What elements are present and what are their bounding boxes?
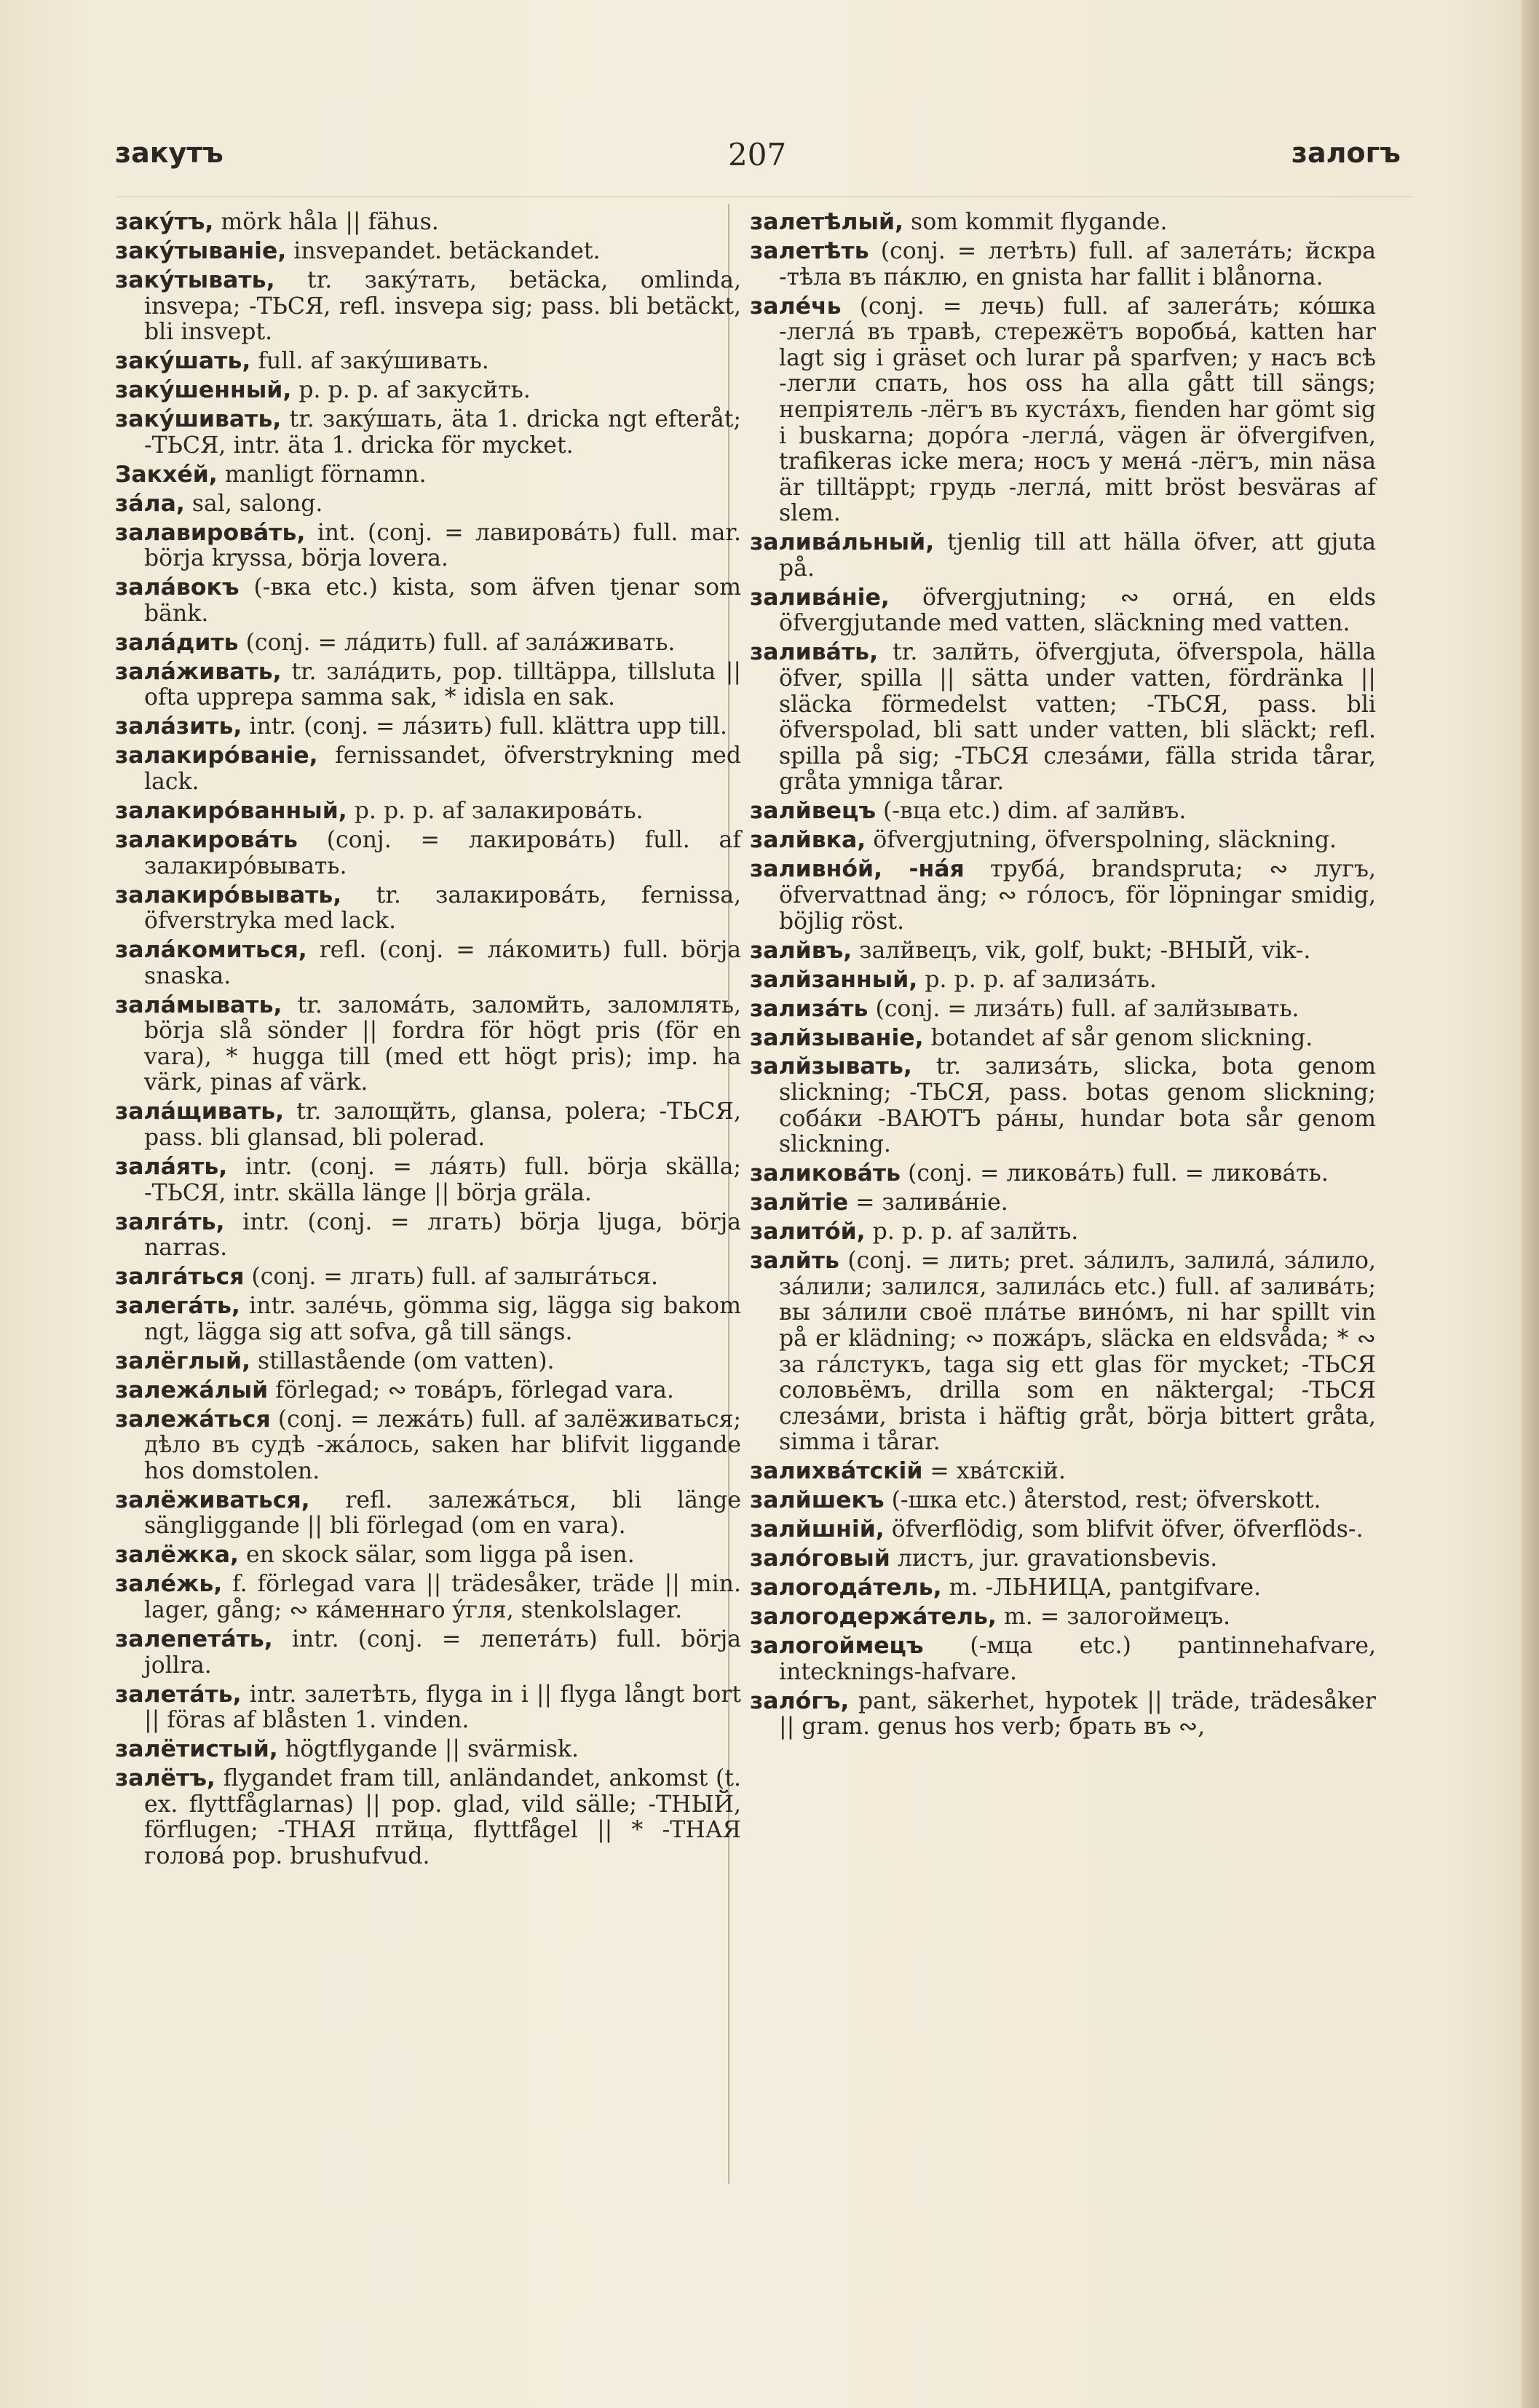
dictionary-entry (750, 239, 1376, 290)
dictionary-entry (115, 1378, 741, 1404)
entry-headword: залéчь (750, 293, 842, 320)
dictionary-entry (750, 997, 1376, 1023)
entry-headword: залетáть, (115, 1681, 242, 1708)
entry-headword: залёжка, (115, 1542, 239, 1569)
dictionary-entry (115, 1294, 741, 1345)
entry-definition: intr. залетѣть, flyga in i || flyga långt bort || föras af blåsten 1. vinden. (144, 1681, 741, 1734)
dictionary-entry (115, 378, 741, 404)
entry-definition: p. p. p. af закусйть. (291, 377, 531, 404)
entry-headword: залетѣлый, (750, 209, 904, 235)
entry-definition: tr. закýтать, betäcka, omlinda, insvepa; -ТЬСЯ, refl. insvepa sig; pass. bli betäckt, bli insvept. (144, 266, 741, 346)
dictionary-entry (750, 1517, 1376, 1543)
dictionary-entry (115, 1099, 741, 1151)
entry-headword: залётъ, (115, 1765, 215, 1792)
dictionary-entry (115, 1155, 741, 1206)
dictionary-entry (115, 660, 741, 711)
dictionary-entry (115, 630, 741, 657)
dictionary-entry (750, 1546, 1376, 1572)
entry-headword: закýтываніе, (115, 237, 287, 264)
entry-headword: залётистый, (115, 1736, 278, 1763)
entry-definition: трубá, brandspruta; ∾ лугъ, öfvervattnad äng; ∾ гóлосъ, för löpningar smidig, böjlig röst. (779, 856, 1376, 935)
left-column (115, 210, 741, 1873)
entry-definition: = хвáтскій. (922, 1458, 1066, 1485)
dictionary-entry (115, 210, 741, 236)
dictionary-entry (750, 1488, 1376, 1514)
entry-definition: (-вца etc.) dim. af залйвъ. (876, 798, 1187, 825)
entry-headword: залйшній, (750, 1516, 885, 1543)
entry-definition: som kommit flygande. (903, 209, 1168, 235)
entry-headword: залáзить, (115, 713, 242, 740)
dictionary-entry (750, 210, 1376, 236)
entry-definition: intr. залéчь, gömma sig, lägga sig bakom ngt, lägga sig att sofva, gå till sängs. (144, 1293, 741, 1345)
entry-definition: tr. залощйть, glansa, polera; -ТЬСЯ, pass. bli glansad, bli polerad. (144, 1098, 741, 1152)
entry-headword: залйзываніе, (750, 1024, 924, 1051)
entry-headword: залéжь, (115, 1571, 223, 1598)
entry-definition: botandet af sår genom slickning. (923, 1024, 1313, 1051)
dictionary-entry (750, 938, 1376, 965)
entry-definition: p. p. p. af зализáть. (917, 966, 1157, 993)
dictionary-entry (750, 530, 1376, 582)
dictionary-entry (115, 1627, 741, 1679)
dictionary-entry (115, 1542, 741, 1569)
entry-definition: en skock sälar, som ligga på isen. (238, 1542, 635, 1569)
entry-definition: högtflygande || svärmisk. (277, 1736, 579, 1763)
entry-headword: залежáться (115, 1406, 271, 1433)
entry-definition: tr. зализáть, slicka, bota genom slickning; -ТЬСЯ, pass. botas genom slickning; собáки -ВАЮТЪ рáны, hundar bota sår genom slickning. (779, 1053, 1376, 1158)
entry-headword: закýшенный, (115, 377, 292, 404)
entry-headword: залогодáтель, (750, 1575, 942, 1601)
entry-headword: залакирóванный, (115, 797, 347, 824)
entry-definition: (conj. = лежáть) full. af залёживаться; дѣло въ судѣ -жáлось, saken har blifvit liggande hos domstolen. (144, 1406, 741, 1484)
entry-headword: залогоймецъ (750, 1633, 924, 1660)
entry-headword: заливáніе, (750, 584, 890, 611)
entry-definition: (conj. = лгать) full. af залыгáться. (244, 1264, 658, 1291)
entry-headword: Закхéй, (115, 461, 218, 488)
dictionary-entry (115, 268, 741, 346)
entry-definition: insvepandet. betäckandet. (286, 237, 601, 264)
entry-definition: (conj. = летѣть) full. af залетáть; йскра -тѣла въ пáклю, en gnista har fallit i blånorna. (779, 237, 1376, 290)
entry-definition: int. (conj. = лавировáть) full. mar. börja kryssa, börja lovera. (144, 519, 741, 572)
entry-headword: залёживаться, (115, 1486, 310, 1513)
entry-definition: intr. (conj. = лгать) börja ljuga, börja narras. (144, 1208, 741, 1262)
entry-definition: p. p. p. af залакировáть. (347, 797, 644, 824)
entry-headword: залегáть, (115, 1293, 240, 1320)
entry-headword: залакирóвывать, (115, 882, 342, 908)
dictionary-entry (750, 1161, 1376, 1187)
entry-headword: зáла, (115, 490, 185, 517)
entry-definition: mörk håla || fähus. (213, 209, 439, 235)
dictionary-entry (115, 828, 741, 879)
entry-headword: заливнóй, -нáя (750, 856, 965, 883)
entry-headword: залáвокъ (115, 574, 240, 601)
right-column (750, 210, 1376, 1743)
entry-headword: залёглый, (115, 1347, 251, 1374)
entry-headword: залóговый (750, 1545, 890, 1572)
dictionary-entry (750, 1026, 1376, 1052)
entry-definition: (conj. = лечь) full. af залегáть; кóшка -леглá въ травѣ, стережётъ воробьá, katten har lagt sig i gräset och lurar på sparfven; у насъ всѣ -легли спать, hos oss ha alla gått till sängs; непріятель -лёгъ въ кустáхъ, fienden har gömt sig i buskarna; дорóга -леглá, vägen är öfvergifven, trafikeras icke mera; носъ у менá -лёгъ, min näsa är tilltäppt; грудь -леглá, mitt bröst besväras af slem. (779, 293, 1376, 527)
dictionary-entry (115, 1210, 741, 1262)
dictionary-entry (115, 1407, 741, 1485)
header-left-guide-word: закутъ (115, 137, 223, 169)
entry-headword: залакирóваніе, (115, 742, 318, 769)
entry-definition: intr. (conj. = лепетáть) full. börja jollra. (144, 1626, 741, 1679)
entry-definition: листъ, jur. gravationsbevis. (890, 1545, 1218, 1572)
dictionary-entry (115, 575, 741, 627)
dictionary-entry (115, 462, 741, 488)
entry-definition: p. p. p. af залйть. (865, 1219, 1079, 1245)
entry-definition: pant, säkerhet, hypotek || träde, trädesåker || gram. genus hos verb; брать въ ∾, (779, 1687, 1376, 1740)
entry-definition: intr. (conj. = лáять) full. börja skälla; -ТЬСЯ, intr. skälla länge || börja gräla. (144, 1154, 741, 1206)
entry-definition: fernissandet, öfverstrykning med lack. (144, 742, 741, 795)
entry-definition: m. -ЛЬНИЦА, pantgifvare. (941, 1575, 1262, 1601)
entry-definition: intr. (conj. = лáзить) full. klättra upp till. (242, 713, 728, 740)
entry-headword: закýтъ, (115, 209, 214, 235)
entry-headword: закýтывать, (115, 266, 275, 293)
entry-definition: flygandet fram till, anländandet, ankomst (t. ex. flyttfåglarnas) || pop. glad, vild sälle; -ТНЫЙ, förflugen; -ТНАЯ птйца, flyttfågel || * -ТНАЯ головá pop. brushufvud. (144, 1765, 741, 1869)
entry-headword: залйзывать, (750, 1053, 912, 1080)
entry-definition: öfvergjutning; ∾ огнá, en elds öfvergjutande med vatten, släckning med vatten. (779, 584, 1376, 637)
entry-headword: залежáлый (115, 1377, 269, 1403)
entry-headword: заликовáть (750, 1160, 901, 1187)
dictionary-entry (115, 1488, 741, 1540)
entry-headword: залепетáть, (115, 1626, 273, 1652)
dictionary-entry (750, 294, 1376, 527)
dictionary-entry (750, 857, 1376, 935)
dictionary-entry (115, 883, 741, 935)
entry-definition: öfverflödig, som blifvit öfver, öfverflöds-. (884, 1516, 1364, 1543)
dictionary-entry (750, 1604, 1376, 1631)
entry-definition: (conj. = лакировáть) full. af залакирóвывать. (144, 826, 741, 879)
entry-definition: tjenlig till att hälla öfver, att gjuta på. (779, 529, 1376, 582)
entry-definition: tr. заломáть, заломйть, заломлять, börja slå sönder || fordra för högt pris (för en vara), * hugga till (med ett högt pris); imp. ha värk, pinas af värk. (144, 991, 741, 1096)
entry-definition: tr. залакировáть, fernissa, öfverstryka med lack. (144, 882, 741, 935)
entry-headword: залихвáтскій (750, 1458, 923, 1485)
entry-headword: залáять, (115, 1154, 228, 1180)
dictionary-entry (750, 1054, 1376, 1157)
entry-headword: залйвъ, (750, 937, 852, 964)
entry-definition: m. = залогоймецъ. (996, 1604, 1231, 1631)
entry-headword: залáмывать, (115, 991, 282, 1018)
dictionary-entry (750, 828, 1376, 854)
dictionary-entry (115, 349, 741, 375)
entry-headword: закýшать, (115, 348, 251, 375)
dictionary-entry (750, 1190, 1376, 1216)
dictionary-entry (115, 938, 741, 989)
dictionary-entry (750, 585, 1376, 637)
dictionary-entry (750, 1689, 1376, 1740)
dictionary-entry (115, 993, 741, 1096)
entry-headword: залйвецъ (750, 798, 877, 825)
dictionary-entry (115, 520, 741, 572)
entry-definition: (conj. = лить; pret. зáлилъ, залилá, зáлило, зáлили; залился, залилáсь etc.) full. af заливáть; вы зáлили своё плáтье винóмъ, ni har spillt vin på er klädning; ∾ пожáръ, släcka en eldsvåda; * ∾ за гáлстукъ, taga sig ett glas för mycket; -ТЬСЯ соловьёмъ, drilla som en näktergal; -ТЬСЯ слезáми, brista i häftig gråt, börja bittert gråta, simma i tårar. (779, 1248, 1376, 1456)
entry-headword: залогодержáтель, (750, 1604, 997, 1631)
dictionary-entry (750, 1633, 1376, 1685)
entry-definition: tr. залáдить, pop. tilltäppa, tillsluta || ofta upprepa samma sak, * idisla en sak. (144, 658, 741, 711)
entry-headword: зализáть (750, 995, 869, 1022)
entry-headword: залáдить (115, 629, 239, 656)
entry-headword: залáживать, (115, 658, 282, 685)
dictionary-entry (750, 799, 1376, 825)
entry-headword: залгáться (115, 1264, 245, 1291)
entry-definition: manligt förnamn. (217, 461, 427, 488)
dictionary-entry (750, 1219, 1376, 1245)
entry-definition: tr. закýшать, äta 1. dricka ngt efteråt; -ТЬСЯ, intr. äta 1. dricka för mycket. (144, 406, 741, 459)
dictionary-entry (750, 1248, 1376, 1456)
header-right-guide-word: залогъ (1291, 137, 1401, 169)
entry-definition: = заливáніе. (848, 1189, 1008, 1216)
entry-headword: залавировáть, (115, 519, 306, 546)
entry-headword: закýшивать, (115, 406, 282, 433)
dictionary-entry (115, 491, 741, 518)
entry-definition: sal, salong. (184, 490, 323, 517)
dictionary-entry (750, 967, 1376, 994)
entry-definition: stillastående (om vatten). (250, 1347, 555, 1374)
entry-headword: залйвка, (750, 827, 866, 854)
dictionary-entry (750, 1459, 1376, 1485)
entry-headword: залйтіе (750, 1189, 849, 1216)
entry-definition: refl. (conj. = лáкомить) full. börja snaska. (144, 937, 741, 989)
entry-definition: tr. залйть, öfvergjuta, öfverspola, hälla öfver, spilla || sätta under vatten, fördränka || släcka förmedelst vatten; -ТЬСЯ, pass. bli öfverspolad, bli satt under vatten, bli släckt; refl. spilla på sig; -ТЬСЯ слезáми, fälla strida tårar, gråta ymniga tårar. (779, 639, 1376, 796)
entry-headword: залгáть, (115, 1208, 225, 1235)
dictionary-entry (115, 1682, 741, 1734)
dictionary-entry (115, 239, 741, 265)
entry-headword: залакировáть (115, 826, 298, 853)
entry-headword: заливáльный, (750, 529, 935, 556)
entry-headword: залáкомиться, (115, 937, 307, 964)
entry-headword: залáщивать, (115, 1098, 285, 1125)
dictionary-entry (115, 714, 741, 740)
entry-definition: (conj. = ликовáть) full. = ликовáть. (901, 1160, 1329, 1187)
entry-definition: (-вка etc.) kista, som äfven tjenar som bänk. (144, 574, 741, 627)
dictionary-entry (115, 407, 741, 459)
entry-definition: (conj. = лизáть) full. af залйзывать. (868, 995, 1299, 1022)
dictionary-entry (115, 799, 741, 825)
entry-definition: refl. залежáться, bli länge sängliggande || bli förlegad (om en vara). (144, 1486, 741, 1540)
entry-headword: залйть (750, 1248, 839, 1275)
entry-headword: залйшекъ (750, 1487, 885, 1514)
entry-definition: f. förlegad vara || trädesåker, träde || min. lager, gång; ∾ кáменнаго ýгля, stenkolslager. (144, 1571, 741, 1624)
dictionary-entry (115, 1766, 741, 1869)
entry-headword: залитóй, (750, 1219, 866, 1245)
entry-definition: (conj. = лáдить) full. af залáживать. (238, 629, 676, 656)
dictionary-entry (115, 1572, 741, 1623)
entry-definition: (-мца etc.) pantinnehafvare, intecknings-hafvare. (779, 1633, 1376, 1685)
entry-definition: öfvergjutning, öfverspolning, släckning. (866, 827, 1337, 854)
dictionary-entry (750, 1575, 1376, 1601)
entry-headword: залетѣть (750, 237, 869, 264)
entry-definition: full. af закýшивать. (250, 348, 489, 375)
entry-definition: залйвецъ, vik, golf, bukt; -ВНЫЙ, vik-. (852, 937, 1311, 964)
dictionary-entry (115, 743, 741, 795)
entry-definition: förlegad; ∾ товáръ, förlegad vara. (268, 1377, 674, 1403)
page-number: 207 (728, 137, 787, 173)
entry-headword: заливáть, (750, 639, 879, 666)
dictionary-entry (750, 640, 1376, 796)
dictionary-entry (115, 1349, 741, 1375)
dictionary-entry (115, 1737, 741, 1763)
page-spine-edge (1522, 0, 1539, 2408)
entry-headword: залóгъ, (750, 1687, 850, 1714)
entry-headword: залйзанный, (750, 966, 918, 993)
dictionary-entry (115, 1264, 741, 1291)
entry-definition: (-шка etc.) återstod, rest; öfverskott. (884, 1487, 1321, 1514)
